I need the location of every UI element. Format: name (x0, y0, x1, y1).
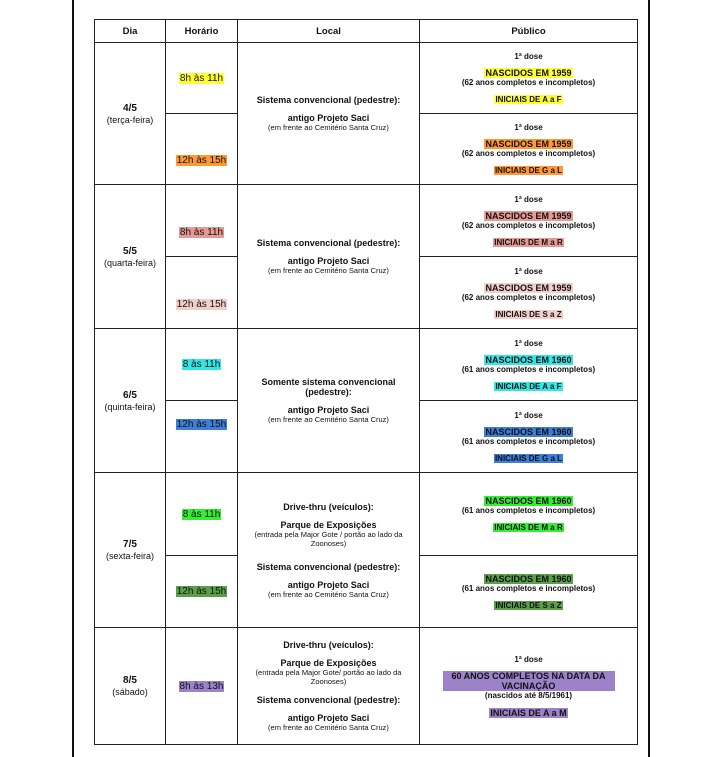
audience-cell (420, 556, 638, 628)
birth-year: NASCIDOS EM 1959 (485, 210, 572, 221)
initials: INICIAIS DE A a F (495, 381, 562, 391)
header-dia: Dia (95, 20, 166, 43)
location-detail: (em frente ao Cemitério Santa Cruz) (268, 266, 389, 275)
initials: INICIAIS DE S a Z (495, 309, 562, 319)
header-local: Local (238, 20, 420, 43)
dose-label: 1ª dose (514, 654, 543, 664)
dose-label: 1ª dose (514, 338, 543, 348)
initials: INICIAIS DE M a R (494, 523, 563, 532)
table-row (95, 628, 638, 745)
age-note: (61 anos completos e incompletos) (461, 583, 596, 593)
location-name: antigo Projeto Saci (287, 405, 370, 415)
time-label: 8 às 11h (182, 359, 221, 370)
age-note: (62 anos completos e incompletos) (461, 292, 596, 302)
vaccination-schedule-table (94, 19, 638, 745)
birth-year: NASCIDOS EM 1959 (485, 282, 572, 293)
audience-cell (420, 401, 638, 473)
day-date: 4/5 (123, 102, 137, 114)
location-type: Drive-thru (veículos): (283, 501, 374, 512)
day-cell (95, 628, 166, 745)
age-note: (61 anos completos e incompletos) (461, 436, 596, 446)
day-weekday: (sábado) (112, 687, 148, 697)
location-type: Drive-thru (veículos): (283, 640, 374, 650)
age-note: (62 anos completos e incompletos) (461, 220, 596, 230)
time-cell (166, 43, 238, 114)
dose-label: 1ª dose (514, 194, 543, 204)
day-cell (95, 473, 166, 628)
page-right-border (648, 0, 650, 757)
time-cell (166, 473, 238, 556)
birth-year: 60 ANOS COMPLETOS NA DATA DA VACINAÇÃO (443, 671, 615, 691)
location-detail: (entrada pela Major Gote/ portão ao lado da Zoonoses) (255, 668, 402, 686)
location-name: Parque de Exposições (280, 658, 377, 668)
time-cell (166, 185, 238, 257)
table-row (95, 185, 638, 257)
age-note: (62 anos completos e incompletos) (461, 149, 596, 158)
header-horario: Horário (166, 20, 238, 43)
location-type: Sistema convencional (pedestre): (256, 95, 401, 105)
table-row (95, 473, 638, 556)
location-type: Sistema convencional (pedestre): (256, 695, 401, 705)
dose-label: 1ª dose (514, 52, 543, 61)
day-weekday: (quarta-feira) (103, 257, 157, 268)
dose-label: 1ª dose (514, 266, 543, 276)
initials: INICIAIS DE M a R (494, 237, 563, 247)
time-label: 8h às 11h (179, 227, 224, 238)
time-cell (166, 329, 238, 401)
time-cell (166, 114, 238, 185)
location-name: Parque de Exposições (280, 519, 377, 530)
birth-year: NASCIDOS EM 1960 (485, 426, 572, 437)
initials: INICIAIS DE S a Z (495, 600, 562, 610)
location-name: antigo Projeto Saci (287, 579, 370, 590)
page-left-border (72, 0, 74, 757)
age-note: (61 anos completos e incompletos) (461, 506, 596, 515)
time-cell (166, 401, 238, 473)
audience-cell (420, 628, 638, 745)
audience-cell (420, 43, 638, 114)
location-cell (238, 329, 420, 473)
location-cell (238, 473, 420, 628)
audience-cell (420, 329, 638, 401)
location-type: Sistema convencional (pedestre): (256, 238, 401, 248)
dose-label: 1ª dose (514, 410, 543, 420)
time-label: 8h às 11h (179, 72, 224, 84)
location-name: antigo Projeto Saci (287, 113, 370, 123)
age-note: (62 anos completos e incompletos) (461, 78, 596, 87)
time-label: 12h às 15h (176, 419, 227, 430)
birth-year: NASCIDOS EM 1960 (485, 496, 572, 506)
audience-cell (420, 473, 638, 556)
birth-year: NASCIDOS EM 1959 (485, 68, 572, 78)
age-note: (61 anos completos e incompletos) (461, 364, 596, 374)
day-weekday: (quinta-feira) (104, 401, 156, 412)
initials: INICIAIS DE G a L (494, 453, 563, 463)
time-label: 12h às 15h (176, 299, 227, 310)
birth-year: NASCIDOS EM 1960 (485, 573, 572, 584)
audience-cell (420, 185, 638, 257)
header-row (95, 20, 638, 43)
time-label: 8 às 11h (182, 508, 221, 520)
location-cell (238, 43, 420, 185)
location-name: antigo Projeto Saci (287, 713, 370, 723)
time-label: 8h às 13h (179, 680, 224, 692)
birth-year: NASCIDOS EM 1959 (485, 139, 572, 149)
time-label: 12h às 15h (176, 586, 227, 597)
table-row (95, 43, 638, 114)
time-label: 12h às 15h (176, 155, 227, 166)
time-cell (166, 628, 238, 745)
day-date: 6/5 (123, 389, 137, 401)
day-weekday: (sexta-feira) (105, 551, 154, 561)
location-type: Somente sistema convencional (pedestre): (261, 377, 396, 397)
time-cell (166, 257, 238, 329)
initials: INICIAIS DE G a L (494, 166, 563, 175)
location-detail: (em frente ao Cemitério Santa Cruz) (268, 123, 389, 132)
location-name: antigo Projeto Saci (287, 256, 370, 266)
day-date: 7/5 (123, 539, 137, 550)
table-row (95, 329, 638, 401)
location-detail: (entrada pela Major Gote / portão ao lado da Zoonoses) (254, 529, 403, 548)
initials: INICIAIS DE A a M (490, 707, 567, 718)
header-publico: Público (420, 20, 638, 43)
audience-cell (420, 257, 638, 329)
day-date: 8/5 (123, 675, 137, 686)
day-cell (95, 185, 166, 329)
dose-label: 1ª dose (514, 123, 543, 132)
day-cell (95, 329, 166, 473)
location-type: Sistema convencional (pedestre): (256, 561, 401, 572)
birth-year: NASCIDOS EM 1960 (485, 354, 572, 365)
location-cell (238, 185, 420, 329)
initials: INICIAIS DE A a F (495, 95, 562, 104)
time-cell (166, 556, 238, 628)
day-weekday: (terça-feira) (106, 114, 154, 125)
day-date: 5/5 (123, 245, 137, 257)
location-detail: (em frente ao Cemitério Santa Cruz) (268, 589, 389, 599)
audience-cell (420, 114, 638, 185)
location-cell (238, 628, 420, 745)
day-cell (95, 43, 166, 185)
location-detail: (em frente ao Cemitério Santa Cruz) (268, 415, 389, 424)
location-detail: (em frente ao Cemitério Santa Cruz) (268, 723, 389, 732)
age-note: (nascidos até 8/5/1961) (484, 690, 573, 700)
